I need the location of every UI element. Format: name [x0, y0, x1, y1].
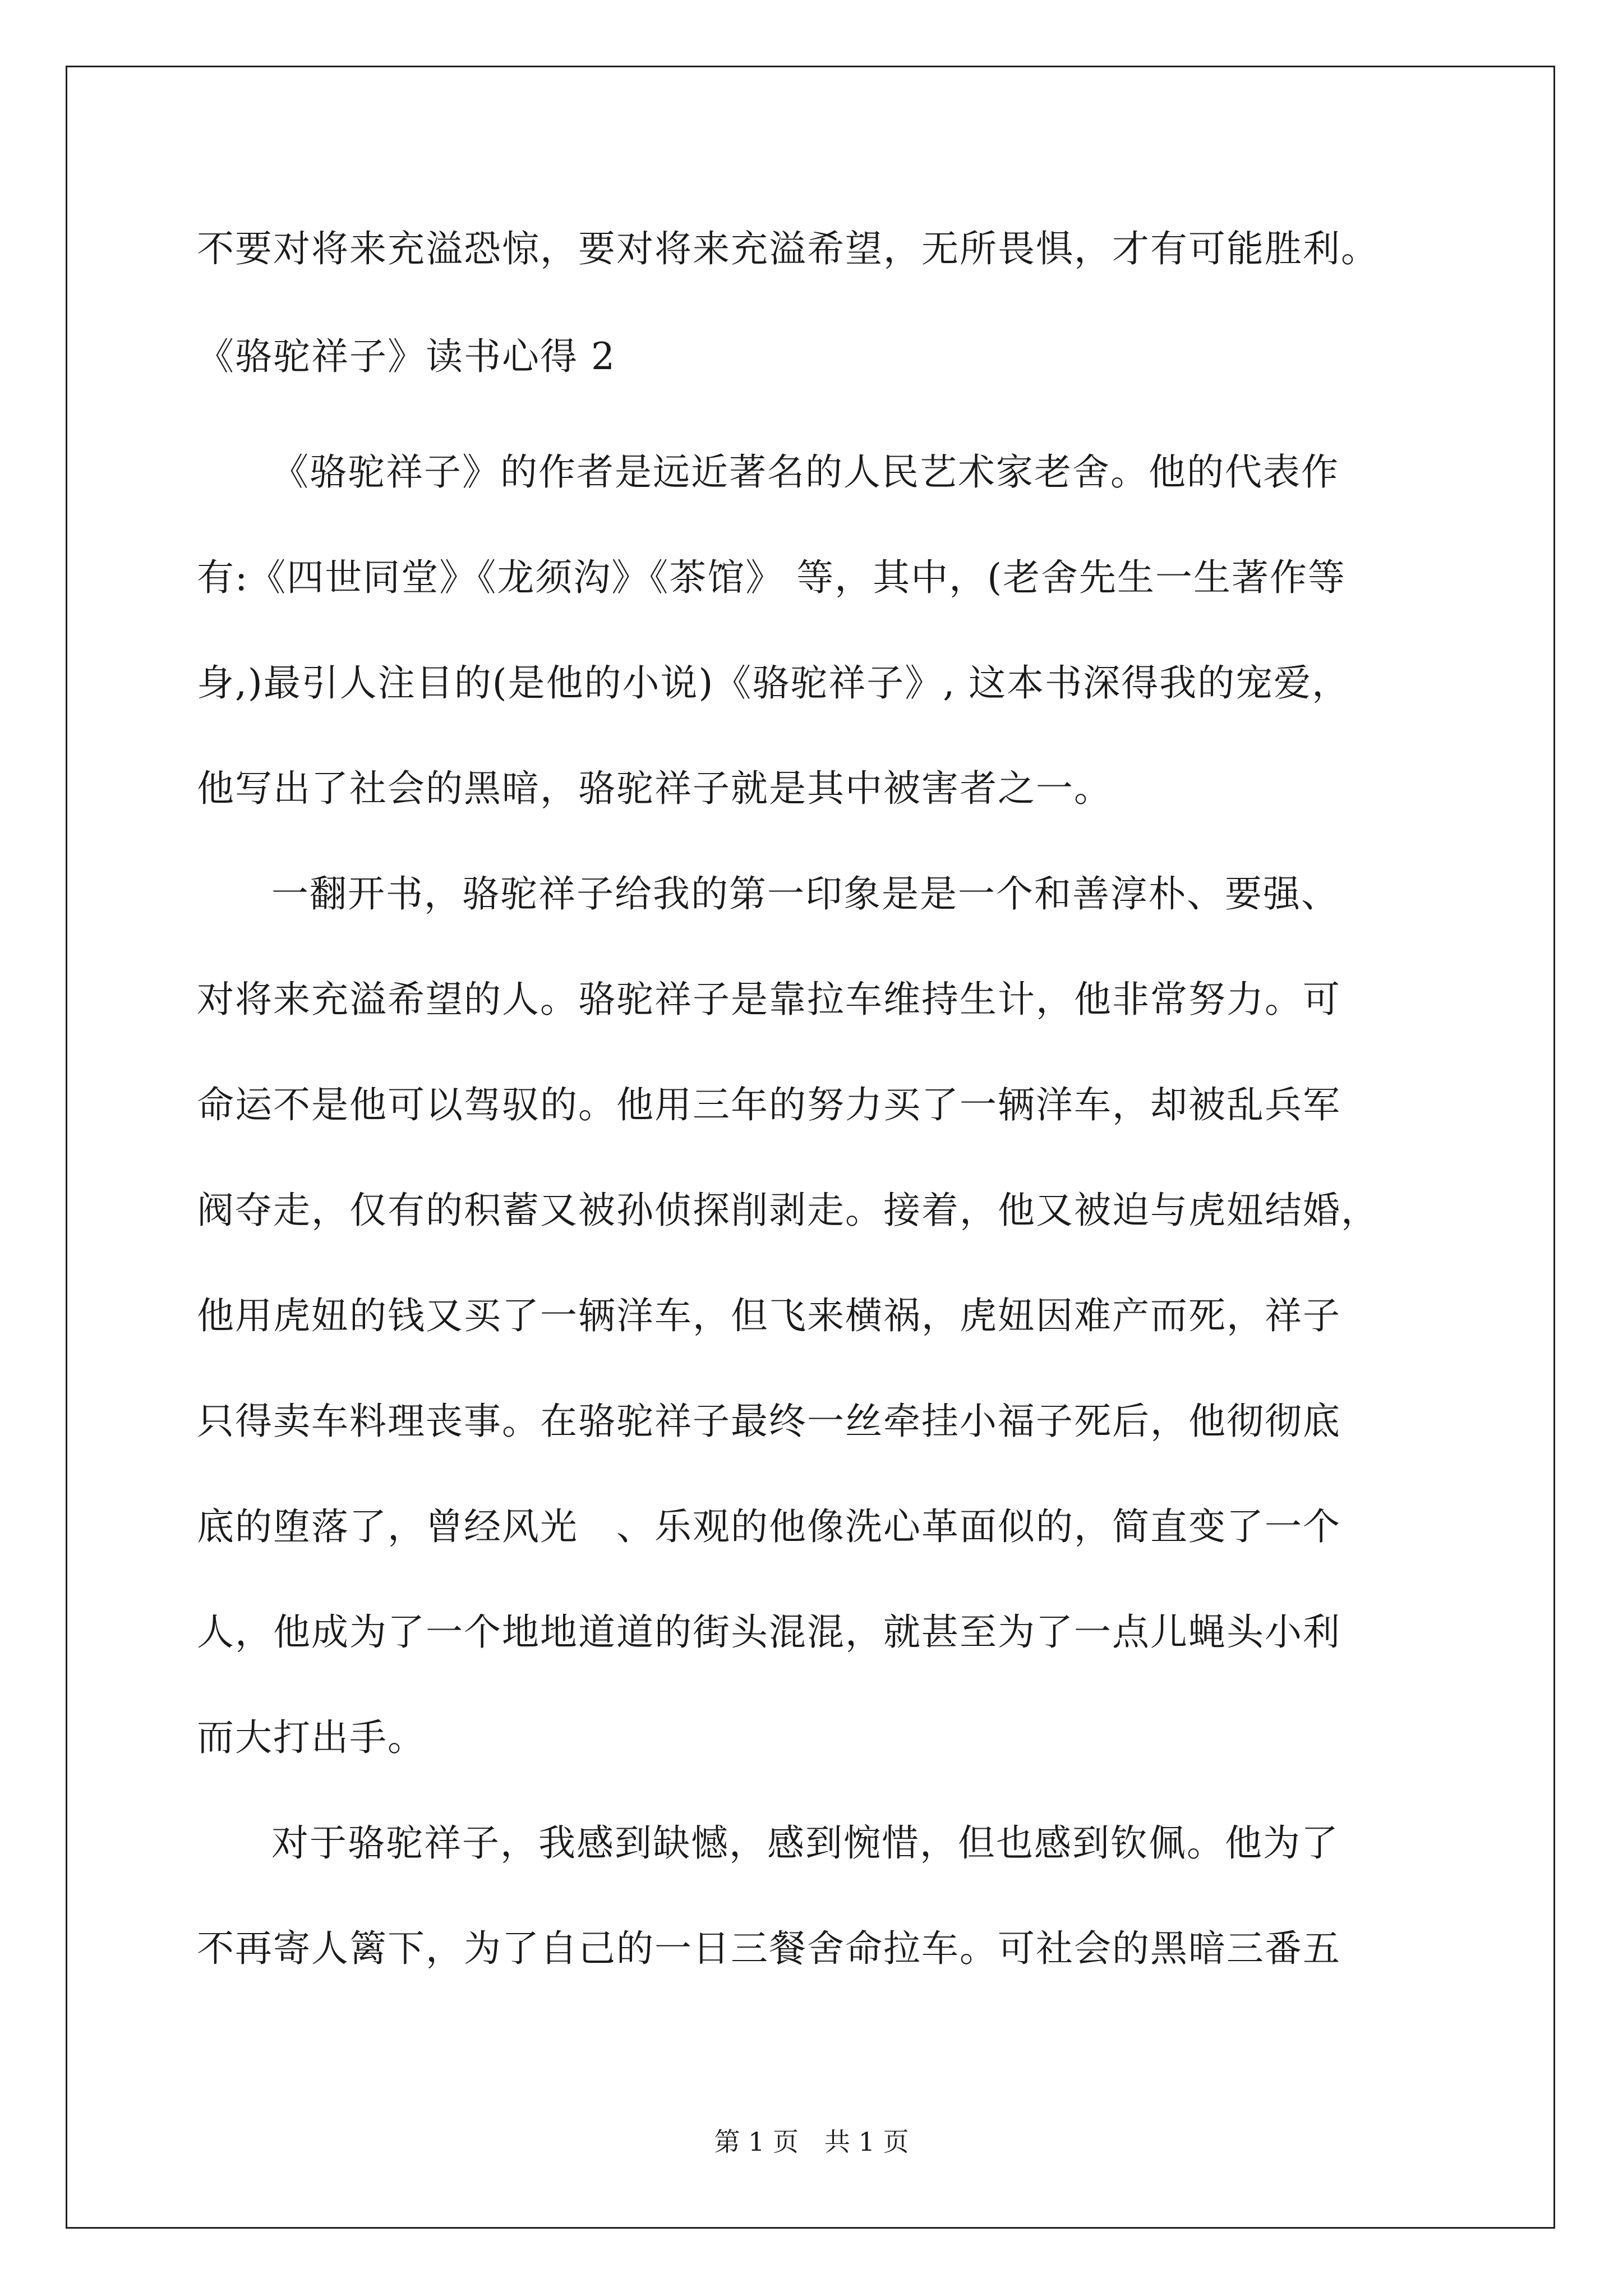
text-line-9: 命运不是他可以驾驭的。他用三年的努力买了一辆洋车，却被乱兵军: [197, 1083, 1341, 1126]
text-line-7: 一翻开书，骆驼祥子给我的第一印象是是一个和善淳朴、要强、: [271, 872, 1339, 915]
section-heading: 《骆驼祥子》读书心得 2: [197, 335, 616, 378]
text-line-14: 人，他成为了一个地地道道的街头混混，就甚至为了一点儿蝇头小利: [197, 1611, 1341, 1654]
text-line-3: 《骆驼祥子》的作者是远近著名的人民艺术家老舍。他的代表作: [271, 450, 1339, 494]
text-line-12: 只得卖车料理丧事。在骆驼祥子最终一丝牵挂小福子死后，他彻彻底: [197, 1400, 1341, 1443]
text-line-10: 阀夺走，仅有的积蓄又被孙侦探削剥走。接着，他又被迫与虎妞结婚，: [197, 1189, 1379, 1232]
page-number-footer: 第 1 页 共 1 页: [714, 2127, 909, 2157]
text-line-4: 有:《四世同堂》《龙须沟》《茶馆》 等，其中，(老舍先生一生著作等: [197, 556, 1346, 599]
text-line-16: 对于骆驼祥子，我感到缺憾，感到惋惜，但也感到钦佩。他为了: [271, 1821, 1339, 1865]
text-line-17: 不再寄人篱下，为了自己的一日三餐舍命拉车。可社会的黑暗三番五: [197, 1927, 1341, 1970]
text-line-1: 不要对将来充溢恐惊，要对将来充溢希望，无所畏惧，才有可能胜利。: [197, 227, 1379, 270]
text-line-5: 身,)最引人注目的(是他的小说)《骆驼祥子》, 这本书深得我的宠爱，: [197, 661, 1350, 705]
text-line-8: 对将来充溢希望的人。骆驼祥子是靠拉车维持生计，他非常努力。可: [197, 978, 1341, 1021]
page-border: [66, 66, 1555, 2229]
text-line-15: 而大打出手。: [197, 1716, 426, 1759]
text-line-6: 他写出了社会的黑暗，骆驼祥子就是其中被害者之一。: [197, 767, 1112, 810]
text-line-13: 底的堕落了，曾经风光 、乐观的他像洗心革面似的，简直变了一个: [197, 1505, 1341, 1548]
text-line-11: 他用虎妞的钱又买了一辆洋车，但飞来横祸，虎妞因难产而死，祥子: [197, 1294, 1341, 1337]
